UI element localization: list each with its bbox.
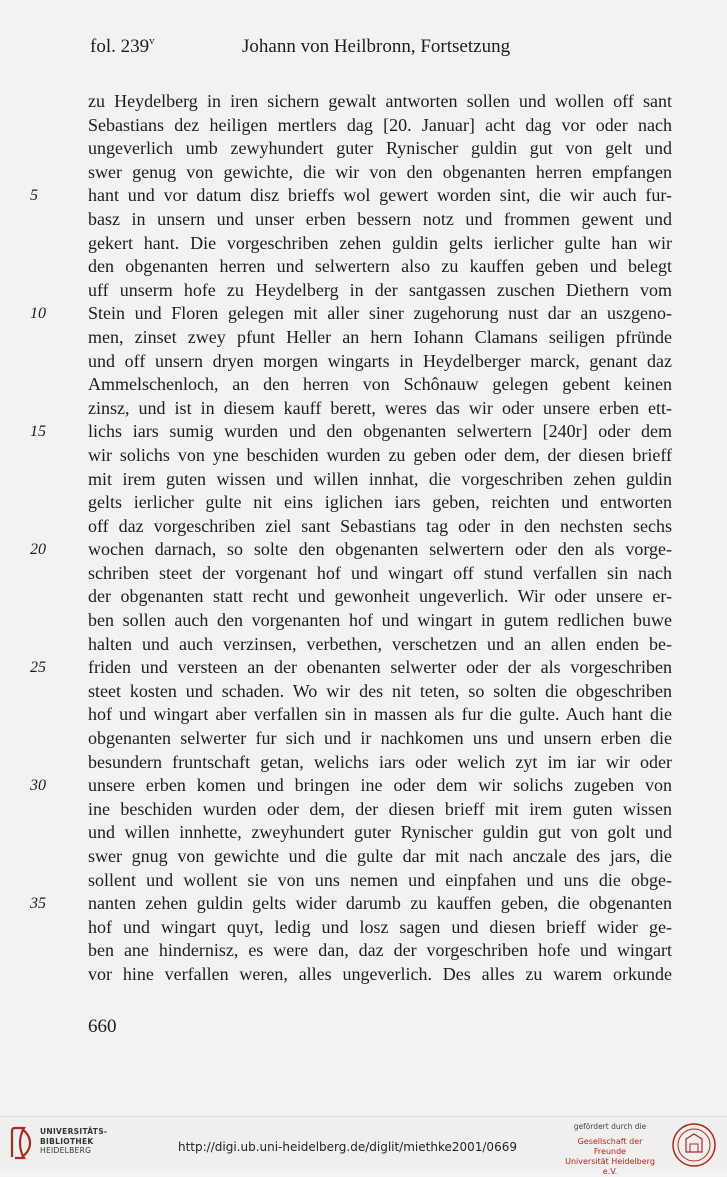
sponsor-block: gefördert durch die Gesellschaft der Freunde Universität Heidelberg e.V. — [565, 1122, 655, 1176]
text-line: und off unsern dryen morgen wingarts in Heydelberger marck, genant daz — [88, 350, 672, 371]
library-name: UNIVERSITÄTS- BIBLIOTHEK HEIDELBERG — [40, 1127, 108, 1155]
text-line: swer genug von gewichte, die wir von den obgenanten herren empfangen — [88, 161, 672, 182]
text-line: uff unserm hofe zu Heydelberg in der santgassen zuschen Diethern vom — [88, 279, 672, 300]
text-line: 30 unsere erben komen und bringen ine oder dem wir solichs zugeben von — [88, 774, 672, 798]
text-line: men, zinset zwey pfunt Heller an hern Iohann Clamans seiligen pfründe — [88, 326, 672, 347]
text-line: der obgenanten statt recht und gewonheit ungeverlich. Wir oder unsere er- — [88, 586, 672, 607]
line-number: 30 — [30, 777, 46, 795]
text-line: ine beschiden wurden oder dem, der diesen brieff mit irem guten wissen — [88, 798, 672, 819]
page-number: 660 — [88, 1016, 117, 1037]
text-line: schriben steet der vorgenant hof und wingart off stund verfallen sin nach — [88, 562, 672, 583]
line-number: 15 — [30, 423, 46, 441]
text-line: ungeverlich umb zewyhundert guter Rynischer guldin gut von gelt und — [88, 138, 672, 159]
library-logo-icon — [8, 1125, 36, 1161]
line-number: 5 — [30, 187, 38, 205]
text-line: steet kosten und schaden. Wo wir des nit teten, so solten die obgeschriben — [88, 680, 672, 701]
text-line: swer gnug von gewichte und die gulte dar mit nach anczale des jars, die — [88, 846, 672, 866]
text-line: 35 nanten zehen guldin gelts wider darumb zu kauffen geben, die obgenanten — [88, 892, 672, 916]
text-line: ben sollen auch den vorgenanten hof und wingart in gutem redlichen buwe — [88, 610, 672, 631]
text-line: off daz vorgeschriben ziel sant Sebastians tag oder in den nechsten sechs — [88, 515, 672, 536]
text-line: Sebastians dez heiligen mertlers dag [20. Januar] acht dag vor oder nach — [88, 114, 672, 135]
university-seal-icon — [669, 1122, 719, 1168]
text-line: Ammelschenloch, an den herren von Schônauw gelegen gebent keinen — [88, 374, 672, 395]
text-line: hof und wingart quyt, ledig und losz sagen und diesen brieff wider ge- — [88, 916, 672, 937]
text-line: 20 wochen darnach, so solte den obgenanten selwertern oder den als vorge- — [88, 538, 672, 562]
body-text — [30, 90, 672, 987]
line-number: 25 — [30, 659, 46, 677]
text-line: zinsz, und ist in diesem kauff berett, weres das wir oder unsere erben ett- — [88, 397, 672, 418]
digitization-footer — [0, 1116, 727, 1176]
text-line: gelts ierlicher gulte nit eins iglichen iars geben, reichten und entworten — [88, 492, 672, 513]
text-line: gekert hant. Die vorgeschriben zehen guldin gelts ierlicher gulte han wir — [88, 232, 672, 253]
text-line: obgenanten selwerter fur sich und ir nachkomen uns und unsern erben die — [88, 728, 672, 749]
text-line: vor hine verfallen weren, alles ungeverlich. Des alles zu warem orkunde — [88, 963, 672, 984]
text-line: 10 Stein und Floren gelegen mit aller siner zugehorung nust dar an uszgeno- — [88, 302, 672, 326]
text-line: 15 lichs iars sumig wurden und den obgenanten selwertern [240r] oder dem — [88, 420, 672, 444]
text-line: 5 hant und vor datum disz brieffs wol gewert worden sint, die wir auch fur- — [88, 184, 672, 208]
text-line: halten und auch verzinsen, verbethen, verschetzen und an allen enden be- — [88, 633, 672, 654]
text-line: sollent und wollent sie von uns nemen und einpfahen und uns die obge- — [88, 869, 672, 890]
text-line: basz in unsern und unser erben bessern notz und frommen gewent und — [88, 208, 672, 229]
running-title: Johann von Heilbronn, Fortsetzung — [242, 36, 511, 57]
text-line: wir solichs von yne beschiden wurden zu geben oder dem, der diesen brieff — [88, 444, 672, 465]
folio-reference: fol. 239$^v$ — [90, 35, 155, 57]
text-line: zu Heydelberg in iren sichern gewalt antworten sollen und wollen off sant — [88, 91, 672, 111]
text-line: und willen innhette, zweyhundert guter Rynischer guldin gut von golt und — [88, 822, 672, 843]
text-line: ben ane hindernisz, es were dan, daz der vorgeschriben hofe und wingart — [88, 940, 672, 961]
text-line: besundern fruntschaft getan, welichs iars oder welich zyt im iar wir oder — [88, 751, 672, 772]
text-line: 25 friden und versteen an der obenanten selwerter oder der als vorgeschriben — [88, 656, 672, 680]
line-number: 35 — [30, 895, 46, 913]
line-number: 20 — [30, 541, 46, 559]
text-line: hof und wingart aber verfallen sin in massen als fur die gulte. Auch hant die — [88, 704, 672, 725]
text-line: den obgenanten herren und selwertern also zu kauffen geben und belegt — [88, 256, 672, 277]
permalink-url[interactable]: http://digi.ub.uni-heidelberg.de/diglit/miethke2001/0669 — [178, 1140, 517, 1154]
text-line: mit irem guten wissen und willen innhat, die vorgeschriben zehen guldin — [88, 468, 672, 489]
line-number: 10 — [30, 305, 46, 323]
